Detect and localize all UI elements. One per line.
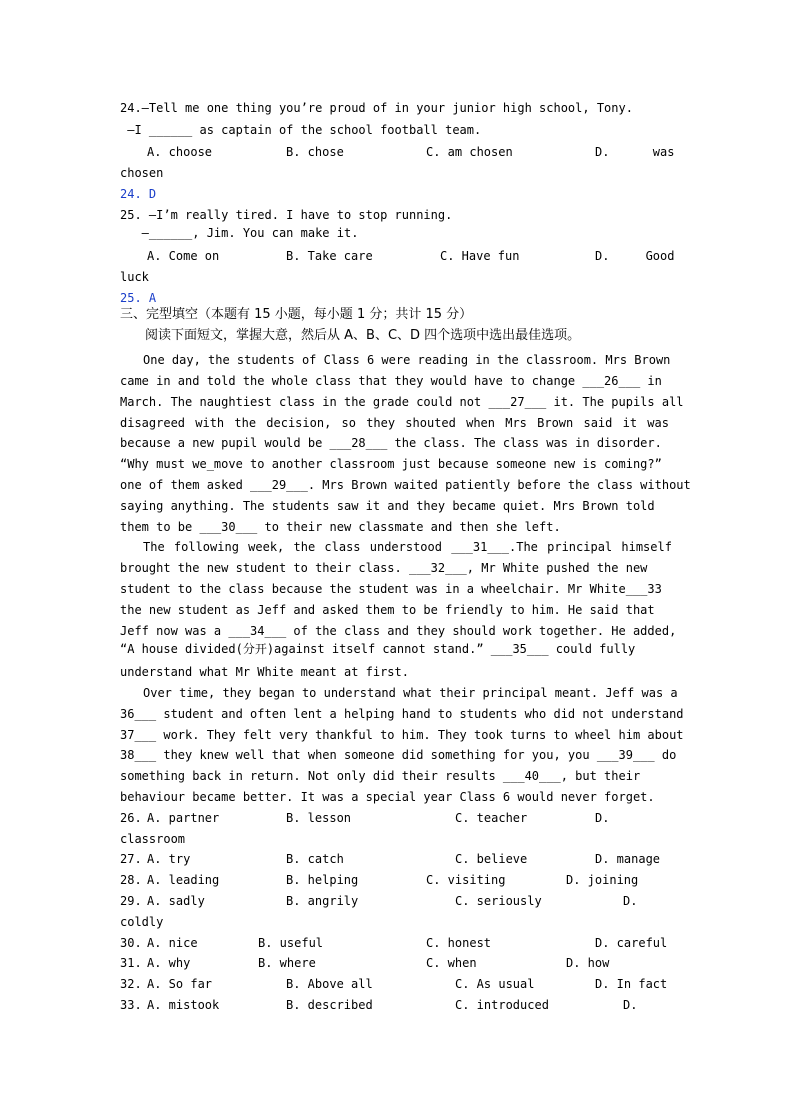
option-b: B. where [258,956,316,970]
passage-line: 36___ student and often lent a helping hand to students who did not understand [120,707,684,721]
option-b: B. useful [258,936,324,950]
passage-line: the new student as Jeff and asked them to be friendly to him. He said that [120,603,655,617]
passage-line: saying anything. The students saw it and they became quiet. Mrs Brown told [120,499,655,513]
q24-option-a: A. choose [147,145,213,159]
option-a: A. try [147,852,191,866]
q25-dialogue: —______, Jim. You can make it. [120,226,359,240]
option-b: B. described [286,998,373,1012]
option-a: A. mistook [147,998,220,1012]
passage-line: one of them asked ___29___. Mrs Brown waited patiently before the class without [120,478,691,492]
passage-line: because a new pupil would be ___28___ the class. The class was in disorder. [120,436,662,450]
option-number: 29. [120,894,142,908]
passage-line: disagreed with the decision, so they shouted when Mrs Brown said it was [120,416,669,430]
option-c: C. believe [455,852,528,866]
option-number: 30. [120,936,142,950]
q24-option-d: D. was [595,145,675,159]
passage-line: “Why must we_move to another classroom just because someone new is coming?” [120,457,662,471]
option-number: 32. [120,977,142,991]
option-d: D. [623,894,638,908]
q24-question: 24.—Tell me one thing you’re proud of in your junior high school, Tony. [120,101,633,115]
option-d: D. careful [595,936,668,950]
option-d: D. how [566,956,610,970]
option-wrap: coldly [120,915,164,929]
passage-line: Jeff now was a ___34___ of the class and they should work together. He added, [120,624,677,638]
option-number: 31. [120,956,142,970]
option-b: B. catch [286,852,344,866]
option-wrap: classroom [120,832,186,846]
passage-line: them to be ___30___ to their new classmate and then she left. [120,520,561,534]
option-a: A. sadly [147,894,205,908]
passage-line: something back in return. Not only did their results ___40___, but their [120,769,641,783]
option-a: A. why [147,956,191,970]
option-a: A. partner [147,811,220,825]
option-d: D. [623,998,638,1012]
option-c: C. seriously [455,894,542,908]
option-row [120,997,671,1109]
passage-line: One day, the students of Class 6 were reading in the classroom. Mrs Brown [143,353,671,367]
passage-line: Over time, they began to understand what their principal meant. Jeff was a [143,686,678,700]
passage-line: “A house divided(分开)against itself cannot stand.” ___35___ could fully [120,642,636,656]
passage-line: 38___ they knew well that when someone did something for you, you ___39___ do [120,748,677,762]
passage-line: understand what Mr White meant at first. [120,665,409,679]
option-c: C. visiting [426,873,506,887]
q25-option-wrap: luck [120,270,149,284]
passage-line: 37___ work. They felt very thankful to him. They took turns to wheel him about [120,728,684,742]
option-b: B. angrily [286,894,359,908]
option-d: D. joining [566,873,639,887]
option-d: D. In fact [595,977,668,991]
option-b: B. Above all [286,977,373,991]
q25-option-a: A. Come on [147,249,220,263]
q25-answer: 25. A [120,291,157,305]
option-a: A. leading [147,873,220,887]
passage-line: March. The naughtiest class in the grade could not ___27___ it. The pupils all [120,395,684,409]
passage-line: behaviour became better. It was a special year Class 6 would never forget. [120,790,655,804]
option-b: B. helping [286,873,359,887]
passage-line: brought the new student to their class. ___32___, Mr White pushed the new [120,561,648,575]
option-d: D. manage [595,852,661,866]
option-number: 33. [120,998,142,1012]
option-c: C. when [426,956,477,970]
q25-option-d: D. Good [595,249,675,263]
option-b: B. lesson [286,811,352,825]
option-number: 26. [120,811,142,825]
option-c: C. introduced [455,998,549,1012]
q25-option-c: C. Have fun [440,249,520,263]
q24-dialogue: —I ______ as captain of the school football team. [120,123,482,137]
option-d: D. [595,811,610,825]
q25-option-b: B. Take care [286,249,373,263]
option-a: A. So far [147,977,213,991]
option-c: C. teacher [455,811,528,825]
option-c: C. honest [426,936,492,950]
section-instruction: 阅读下面短文，掌握大意，然后从 A、B、C、D 四个选项中选出最佳选项。 [145,328,581,343]
q25-question: 25. —I’m really tired. I have to stop running. [120,208,453,222]
q24-answer: 24. D [120,187,157,201]
option-number: 28. [120,873,142,887]
section-heading: 三、完型填空（本题有 15 小题，每小题 1 分；共计 15 分） [120,307,473,322]
option-a: A. nice [147,936,198,950]
option-c: C. As usual [455,977,535,991]
q24-option-wrap: chosen [120,166,164,180]
q24-option-c: C. am chosen [426,145,513,159]
passage-line: The following week, the class understood ___31___.The principal himself [143,540,672,554]
q24-option-b: B. chose [286,145,344,159]
passage-line: came in and told the whole class that they would have to change ___26___ in [120,374,662,388]
passage-line: student to the class because the student was in a wheelchair. Mr White___33 [120,582,662,596]
option-number: 27. [120,852,142,866]
